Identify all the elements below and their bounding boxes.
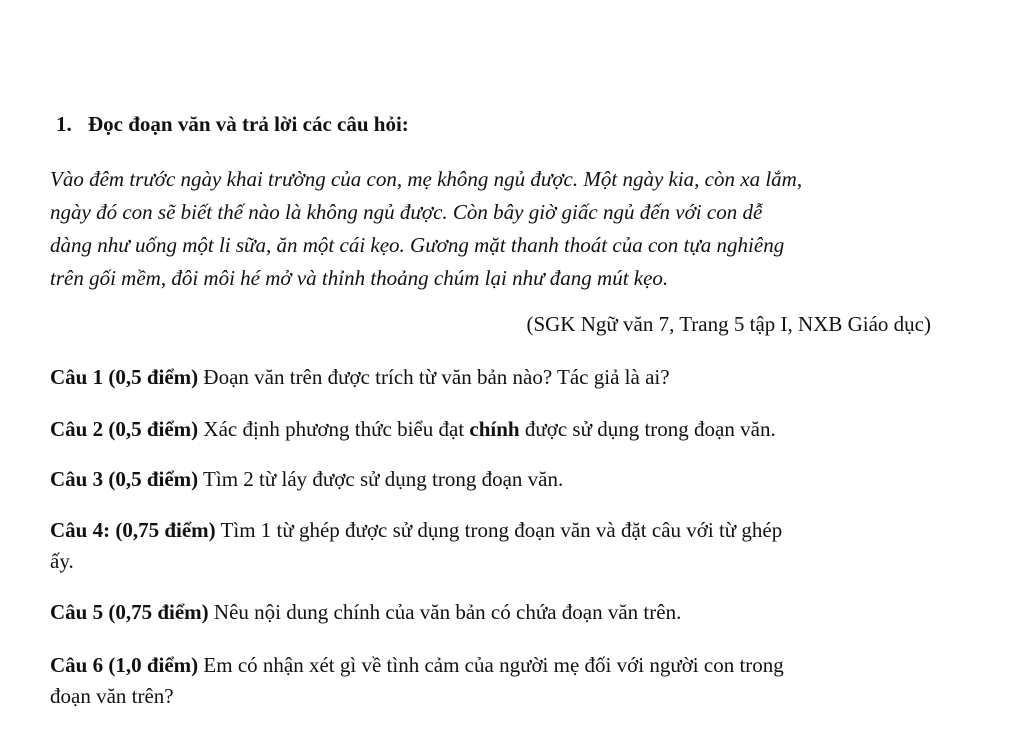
question-text: Nêu nội dung chính của văn bản có chứa đoạn văn trên. [208, 600, 682, 624]
passage-source: (SGK Ngữ văn 7, Trang 5 tập I, NXB Giáo dục) [526, 312, 931, 336]
question-label: Câu 6 (1,0 điểm) [50, 653, 199, 677]
question-text: Em có nhận xét gì về tình cảm của người mẹ đối với người con trong [198, 653, 784, 677]
question-label: Câu 3 (0,5 điểm) [50, 467, 199, 491]
question-1 [50, 362, 950, 393]
reading-passage [50, 163, 970, 295]
passage-line: dàng như uống một li sữa, ăn một cái kẹo. Gương mặt thanh thoát của con tựa nghiêng [50, 233, 785, 257]
exercise-number: 1. [56, 112, 72, 136]
passage-line: ngày đó con sẽ biết thế nào là không ngủ được. Còn bây giờ giấc ngủ đến với con dễ [50, 200, 763, 224]
question-text: Xác định phương thức biểu đạt [198, 417, 470, 441]
question-label: Câu 5 (0,75 điểm) [50, 600, 209, 624]
question-6 [50, 650, 950, 712]
question-4 [50, 515, 950, 577]
question-text: được sử dụng trong đoạn văn. [519, 417, 776, 441]
passage-line: Vào đêm trước ngày khai trường của con, mẹ không ngủ được. Một ngày kia, còn xa lắm, [50, 167, 803, 191]
question-2 [50, 414, 950, 445]
question-text: Đoạn văn trên được trích từ văn bản nào? Tác giả là ai? [198, 365, 670, 389]
question-label: Câu 4: (0,75 điểm) [50, 518, 216, 542]
question-3 [50, 464, 950, 495]
passage-line: trên gối mềm, đôi môi hé mở và thỉnh thoảng chúm lại như đang mút kẹo. [50, 266, 669, 290]
exercise-title: Đọc đoạn văn và trả lời các câu hỏi: [88, 112, 409, 136]
question-text-continued: đoạn văn trên? [50, 684, 174, 708]
question-emphasis: chính [469, 417, 520, 441]
question-text: Tìm 1 từ ghép được sử dụng trong đoạn văn và đặt câu với từ ghép [215, 518, 783, 542]
question-label: Câu 2 (0,5 điểm) [50, 417, 199, 441]
question-text-continued: ấy. [50, 549, 74, 573]
question-label: Câu 1 (0,5 điểm) [50, 365, 199, 389]
question-5 [50, 597, 950, 628]
exercise-heading [56, 112, 409, 137]
question-text: Tìm 2 từ láy được sử dụng trong đoạn văn. [198, 467, 564, 491]
